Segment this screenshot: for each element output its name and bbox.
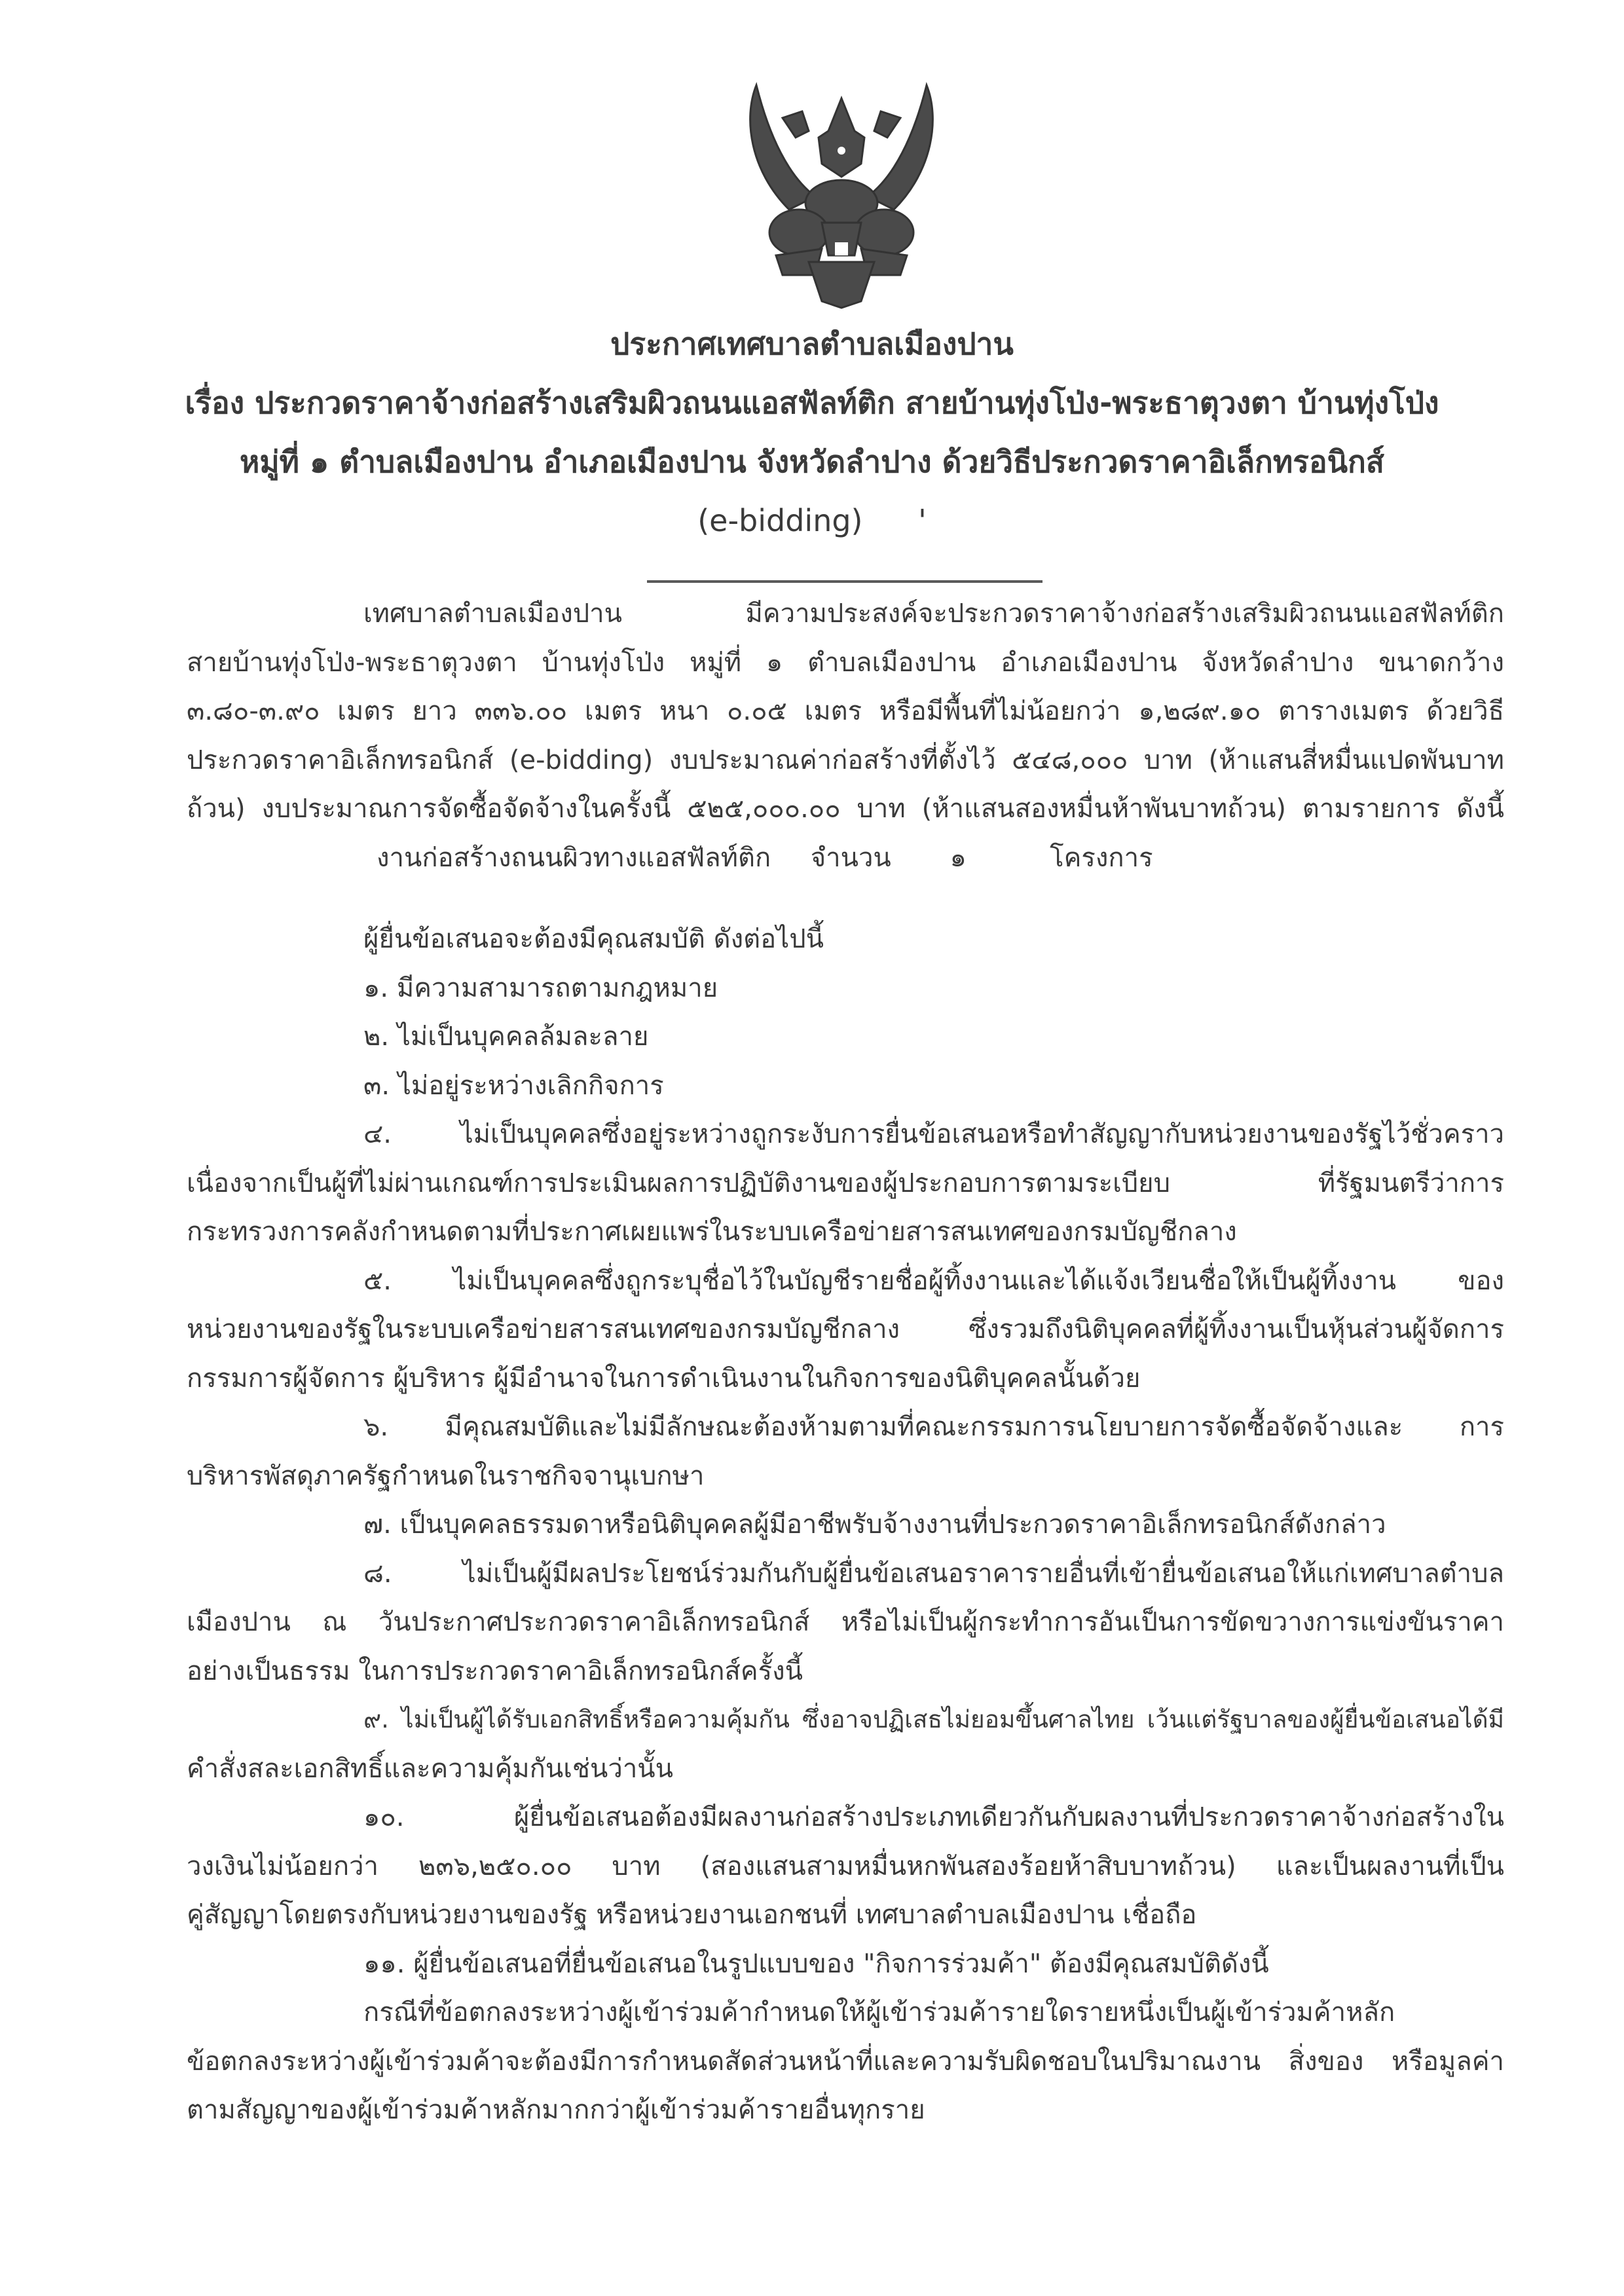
intro-line: ถ้วน) งบประมาณการจัดซื้อจัดจ้างในครั้งนี้ ๕๒๕,๐๐๐.๐๐ บาท (ห้าแสนสองหมื่นห้าพันบาทถ้วน) ตามรายการ ดังนี้	[187, 794, 1504, 824]
intro-line: ประกวดราคาอิเล็กทรอนิกส์ (e-bidding) งบประมาณค่าก่อสร้างที่ตั้งไว้ ๕๔๘,๐๐๐ บาท (ห้าแสนสี่หมื่นแปดพันบาท	[187, 745, 1504, 775]
qualification-item: ๘. ไม่เป็นผู้มีผลประโยชน์ร่วมกันกับผู้ยื่นข้อเสนอราคารายอื่นที่เข้ายื่นข้อเสนอให้แก่เทศบาลตำบล	[363, 1558, 1504, 1589]
work-item-unit: โครงการ	[1050, 842, 1153, 873]
joint-venture-line: กรณีที่ข้อตกลงระหว่างผู้เข้าร่วมค้ากำหนดให้ผู้เข้าร่วมค้ารายใดรายหนึ่งเป็นผู้เข้าร่วมค้าหลัก	[363, 1997, 1395, 2028]
qualification-item: ๔. ไม่เป็นบุคคลซึ่งอยู่ระหว่างถูกระงับการยื่นข้อเสนอหรือทำสัญญากับหน่วยงานของรัฐไว้ชั่วคราว	[363, 1119, 1504, 1149]
qualification-item-cont: กรรมการผู้จัดการ ผู้บริหาร ผู้มีอำนาจในการดำเนินงานในกิจการของนิติบุคคลนั้นด้วย	[187, 1363, 1141, 1394]
title-line-1: ประกาศเทศบาลตำบลเมืองปาน	[610, 326, 1014, 361]
qualifications-heading: ผู้ยื่นข้อเสนอจะต้องมีคุณสมบัติ ดังต่อไปนี้	[363, 924, 824, 954]
qualification-item: ๖. มีคุณสมบัติและไม่มีลักษณะต้องห้ามตามที่คณะกรรมการนโยบายการจัดซื้อจัดจ้างและ การ	[363, 1412, 1504, 1442]
intro-line: สายบ้านทุ่งโป่ง-พระธาตุวงตา บ้านทุ่งโป่ง หมู่ที่ ๑ ตำบลเมืองปาน อำเภอเมืองปาน จังหวัดลำปาง ขนาดกว้าง	[187, 647, 1504, 678]
qualification-item: ๗. เป็นบุคคลธรรมดาหรือนิติบุคคลผู้มีอาชีพรับจ้างงานที่ประกวดราคาอิเล็กทรอนิกส์ดังกล่าว	[363, 1509, 1386, 1540]
work-item-name: งานก่อสร้างถนนผิวทางแอสฟัลท์ติก	[377, 842, 771, 873]
work-item-qty-label: จำนวน	[810, 842, 891, 873]
qualification-item-cont: เนื่องจากเป็นผู้ที่ไม่ผ่านเกณฑ์การประเมินผลการปฏิบัติงานของผู้ประกอบการตามระเบียบ ที่รัฐมนตรีว่าการ	[187, 1168, 1504, 1198]
qualification-item-cont: กระทรวงการคลังกำหนดตามที่ประกาศเผยแพร่ในระบบเครือข่ายสารสนเทศของกรมบัญชีกลาง	[187, 1217, 1237, 1247]
qualification-item: ๑. มีความสามารถตามกฎหมาย	[363, 972, 718, 1003]
garuda-emblem-icon	[737, 79, 946, 314]
joint-venture-line: ตามสัญญาของผู้เข้าร่วมค้าหลักมากกว่าผู้เข้าร่วมค้ารายอื่นทุกราย	[187, 2095, 925, 2125]
qualification-item: ๕. ไม่เป็นบุคคลซึ่งถูกระบุชื่อไว้ในบัญชีรายชื่อผู้ทิ้งงานและได้แจ้งเวียนชื่อให้เป็นผู้ทิ้งงาน ของ	[363, 1265, 1504, 1296]
announcement-title	[0, 314, 1624, 550]
qualification-item: ๑๐. ผู้ยื่นข้อเสนอต้องมีผลงานก่อสร้างประเภทเดียวกันกับผลงานที่ประกวดราคาจ้างก่อสร้างใน	[363, 1802, 1504, 1832]
stray-mark: '	[918, 503, 927, 538]
qualification-item: ๒. ไม่เป็นบุคคลล้มละลาย	[363, 1022, 649, 1052]
qualification-item-cont: คำสั่งสละเอกสิทธิ์และความคุ้มกันเช่นว่านั้น	[187, 1753, 673, 1784]
qualification-item-cont: บริหารพัสดุภาครัฐกำหนดในราชกิจจานุเบกษา	[187, 1460, 705, 1491]
e-bidding-label: (e-bidding)	[697, 503, 863, 538]
intro-line: เทศบาลตำบลเมืองปาน มีความประสงค์จะประกวดราคาจ้างก่อสร้างเสริมผิวถนนแอสฟัลท์ติก	[363, 599, 1504, 629]
qualification-item-cont: อย่างเป็นธรรม ในการประกวดราคาอิเล็กทรอนิกส์ครั้งนี้	[187, 1656, 803, 1686]
qualification-item: ๑๑. ผู้ยื่นข้อเสนอที่ยื่นข้อเสนอในรูปแบบของ "กิจการร่วมค้า" ต้องมีคุณสมบัติดังนี้	[363, 1948, 1269, 1979]
joint-venture-line: ข้อตกลงระหว่างผู้เข้าร่วมค้าจะต้องมีการกำหนดสัดส่วนหน้าที่และความรับผิดชอบในปริมาณงาน สิ่งของ หรือมูลค่า	[187, 2046, 1504, 2077]
work-item-row	[187, 834, 1504, 883]
qualification-item: ๙. ไม่เป็นผู้ได้รับเอกสิทธิ์หรือความคุ้มกัน ซึ่งอาจปฏิเสธไม่ยอมขึ้นศาลไทย เว้นแต่รัฐบาลของผู้ยื่นข้อเสนอได้มี	[363, 1705, 1504, 1733]
qualification-item-cont: คู่สัญญาโดยตรงกับหน่วยงานของรัฐ หรือหน่วยงานเอกชนที่ เทศบาลตำบลเมืองปาน เชื่อถือ	[187, 1900, 1197, 1930]
qualification-item-cont: หน่วยงานของรัฐในระบบเครือข่ายสารสนเทศของกรมบัญชีกลาง ซึ่งรวมถึงนิติบุคคลที่ผู้ทิ้งงานเป็นหุ้นส่วนผู้จัดการ	[187, 1314, 1504, 1344]
qualification-item-cont: วงเงินไม่น้อยกว่า ๒๓๖,๒๕๐.๐๐ บาท (สองแสนสามหมื่นหกพันสองร้อยห้าสิบบาทถ้วน) และเป็นผลงานที่เป็น	[187, 1851, 1504, 1881]
work-item-qty: ๑	[950, 842, 967, 873]
title-line-2: เรื่อง ประกวดราคาจ้างก่อสร้างเสริมผิวถนนแอสฟัลท์ติก สายบ้านทุ่งโป่ง-พระธาตุวงตา บ้านทุ่งโป่ง	[185, 385, 1439, 420]
intro-line: ๓.๘๐-๓.๙๐ เมตร ยาว ๓๓๖.๐๐ เมตร หนา ๐.๐๕ เมตร หรือมีพื้นที่ไม่น้อยกว่า ๑,๒๘๙.๑๐ ตารางเมตร ด้วยวิธี	[187, 696, 1504, 726]
qualification-item-cont: เมืองปาน ณ วันประกาศประกวดราคาอิเล็กทรอนิกส์ หรือไม่เป็นผู้กระทำการอันเป็นการขัดขวางการแข่งขันราคา	[187, 1607, 1504, 1637]
title-line-3: หมู่ที่ ๑ ตำบลเมืองปาน อำเภอเมืองปาน จังหวัดลำปาง ด้วยวิธีประกวดราคาอิเล็กทรอนิกส์	[240, 444, 1384, 479]
title-divider	[647, 580, 1043, 583]
title-line-4	[0, 491, 1624, 550]
document-body	[187, 589, 1504, 2135]
qualification-item: ๓. ไม่อยู่ระหว่างเลิกกิจการ	[363, 1070, 664, 1101]
